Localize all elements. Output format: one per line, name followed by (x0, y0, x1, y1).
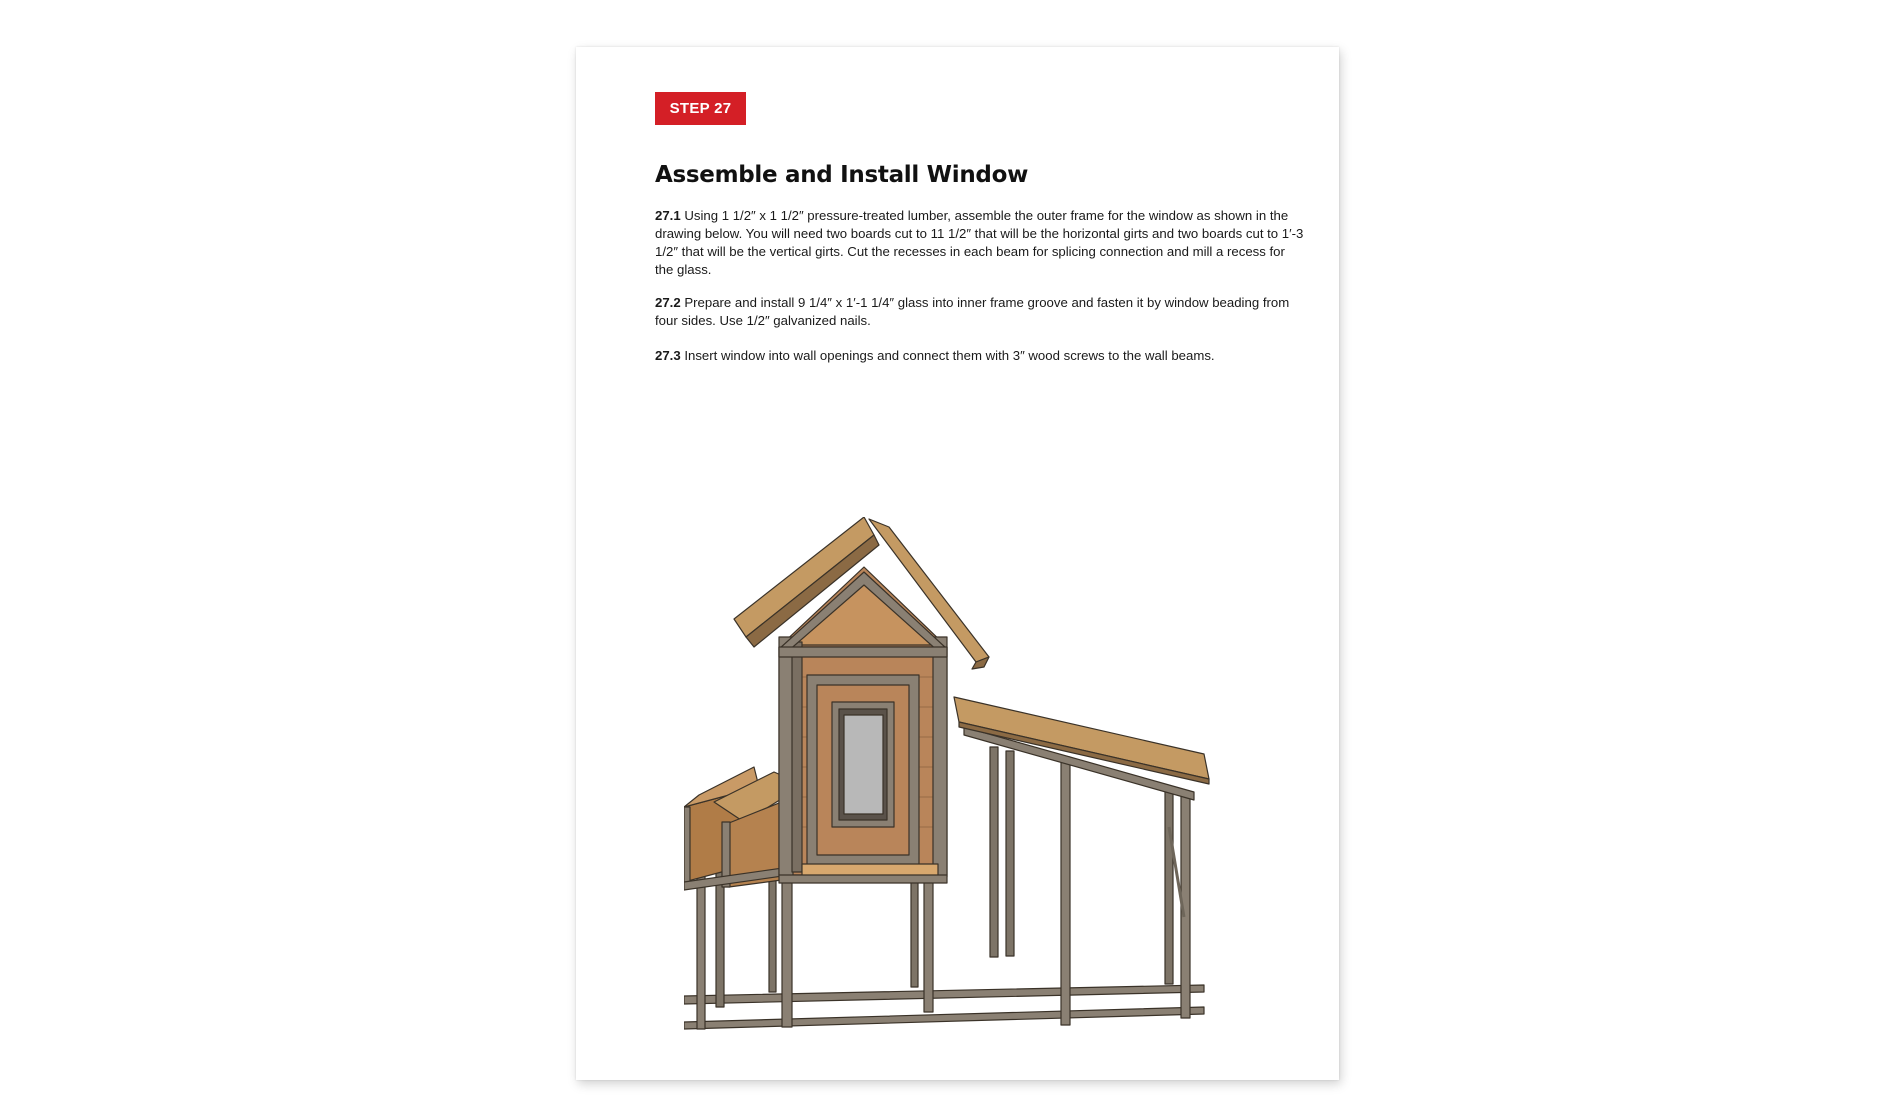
instruction-text: Insert window into wall openings and connect them with 3″ wood screws to the wall beams. (680, 348, 1215, 363)
instruction-text: Using 1 1/2″ x 1 1/2″ pressure-treated lumber, assemble the outer frame for the window as shown in the drawing below. You will need two boards cut to 11 1/2″ that will be the horizontal girts and two boards cut to 1′-3 1/2″ that will be the vertical girts. Cut the recesses in each beam for splicing connection and mill a recess for the glass. (655, 208, 1304, 277)
page-title: Assemble and Install Window (655, 162, 1029, 188)
instruction-paragraph (655, 347, 1305, 365)
chicken-coop-illustration (684, 517, 1244, 1057)
instruction-paragraph (655, 207, 1305, 279)
instruction-paragraph (655, 294, 1305, 330)
instruction-text: Prepare and install 9 1/4″ x 1′-1 1/4″ glass into inner frame groove and fasten it by window beading from four sides. Use 1/2″ galvanized nails. (655, 295, 1290, 328)
step-number: 27.1 (655, 208, 681, 223)
step-badge: STEP 27 (655, 92, 746, 125)
document-page (576, 47, 1339, 1080)
step-number: 27.3 (655, 348, 681, 363)
step-number: 27.2 (655, 295, 681, 310)
